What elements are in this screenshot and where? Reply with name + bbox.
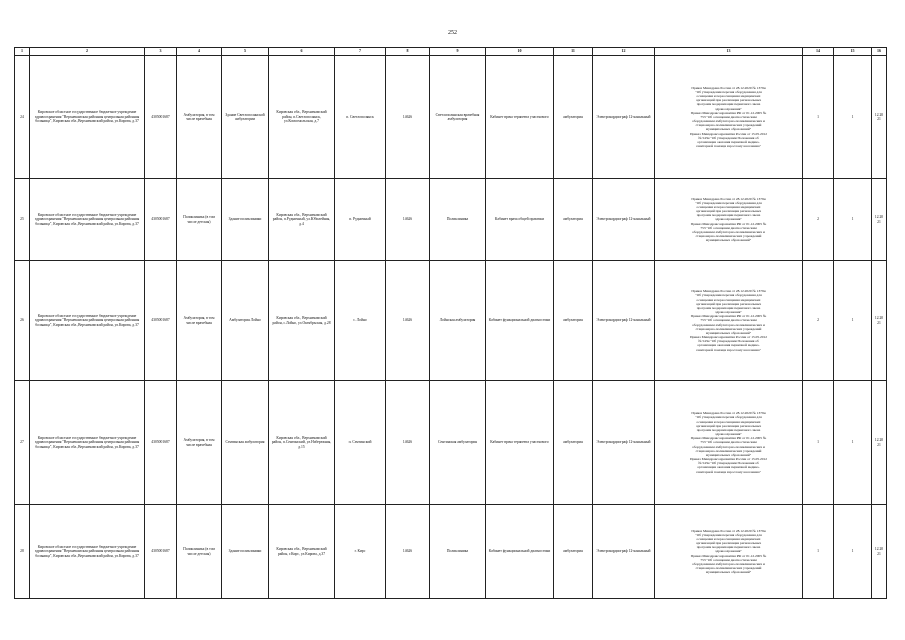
facility-cell: Сентинская амбулатория (430, 381, 486, 505)
order-line: "Об утверждении перечня оборудования для (695, 89, 762, 94)
row-number: 28 (15, 505, 30, 599)
column-number: 8 (386, 48, 430, 56)
organization-cell: Кировское областное государственное бюджетное учреждение здравоохранения "Верхнекамская районная центральная районная больница", Кировская обл.,Верхнекамский район, ул.Кирова, д.37 (30, 505, 145, 599)
quantity-purchase-cell: 1 (834, 261, 872, 381)
order-line: стационарно-поликлинических учреждений (695, 448, 762, 453)
order-line: программ модернизации первичного звена (696, 545, 761, 550)
subdivision-cell: Амбулатория, в том числе врачебная (177, 381, 222, 505)
column-number: 7 (335, 48, 386, 56)
building-cell: Здание поликлиники (222, 179, 269, 261)
column-number: 15 (834, 48, 872, 56)
address-cell: Кировская обл., Верхнекамский район, г.Кирс, ул.Кирова, д.37 (269, 505, 335, 599)
column-number: 4 (177, 48, 222, 56)
building-cell: Сентинская амбулатория (222, 381, 269, 505)
settlement-cell: с. Лойно (335, 261, 386, 381)
order-line: муниципальных образований" (705, 238, 752, 243)
order-line: Приказ Минздравсоцразвития РФ от 01.12.2005 № (690, 221, 767, 226)
page-number: 252 (448, 30, 457, 36)
quantity-needed-cell: 1 (803, 56, 834, 179)
order-line: № 543н "Об утверждении Положения об (698, 339, 759, 344)
facility-cell: Светлополянская врачебная амбулатория (430, 56, 486, 179)
column-number: 12 (593, 48, 655, 56)
order-line: здравоохранения" (715, 106, 742, 111)
order-line: муниципальных образований" (705, 452, 752, 457)
order-line: организаций при реализации региональных (695, 98, 762, 103)
cabinet-cell: Кабинет врача терапевта участкового (486, 381, 554, 505)
address-cell: Кировская обл., Верхнекамский район, п.Рудничный, ул.Юбилейная, д.4 (269, 179, 335, 261)
date-cell: 12.2021 (872, 261, 887, 381)
inn-cell: 4305001687 (145, 56, 177, 179)
subdivision-cell: Амбулатория, в том числе врачебная (177, 56, 222, 179)
department-cell: амбулатория (554, 179, 593, 261)
column-number: 11 (554, 48, 593, 56)
order-line: оснащения и переоснащения медицинских (696, 419, 761, 424)
equipment-cell: Электрокардиограф 12-канальный (593, 261, 655, 381)
cabinet-cell: Кабинет функциональной диагностики (486, 261, 554, 381)
inn-cell: 4305001687 (145, 381, 177, 505)
equipment-register-table (14, 47, 887, 599)
order-line: стационарно-поликлинических учреждений (695, 326, 762, 331)
organization-cell: Кировское областное государственное бюджетное учреждение здравоохранения "Верхнекамская районная центральная районная больница", Кировская обл.,Верхнекамский район, ул.Кирова, д.37 (30, 261, 145, 381)
settlement-cell: п. Рудничный (335, 179, 386, 261)
table-row (15, 261, 887, 381)
order-line: организации оказания первичной медико- (697, 465, 760, 470)
order-line: программ модернизации первичного звена (696, 102, 761, 107)
order-line: "Об утверждении перечня оборудования для (695, 293, 762, 298)
organization-cell: Кировское областное государственное бюджетное учреждение здравоохранения "Верхнекамская районная центральная районная больница", Кировская обл.,Верхнекамский район, ул.Кирова, д.37 (30, 56, 145, 179)
department-cell: амбулатория (554, 505, 593, 599)
column-number: 13 (655, 48, 803, 56)
order-line: санитарной помощи взрослому населению" (695, 144, 762, 149)
row-number: 24 (15, 56, 30, 179)
order-line: стационарно-поликлинических учреждений (695, 234, 762, 239)
order-line: организации оказания первичной медико- (697, 343, 760, 348)
order-line: Приказ Минздравсоцразвития России от 15.05.2012 (689, 335, 768, 340)
orders-cell (655, 56, 803, 179)
order-line: 753 "Об оснащении диагностическим (700, 557, 757, 562)
order-line: муниципальных образований" (705, 127, 752, 132)
equipment-cell: Электрокардиограф 12-канальный (593, 505, 655, 599)
date-cell: 12.2021 (872, 381, 887, 505)
column-numbers-row (15, 48, 887, 56)
settlement-cell: г. Кирс (335, 505, 386, 599)
quantity-purchase-cell: 1 (834, 381, 872, 505)
cabinet-cell: Кабинет врача терапевта участкового (486, 56, 554, 179)
order-line: организаций при реализации региональных (695, 541, 762, 546)
column-number: 6 (269, 48, 335, 56)
order-line: муниципальных образований" (705, 330, 752, 335)
order-line: программ модернизации первичного звена (696, 305, 761, 310)
order-line: санитарной помощи взрослому населению" (695, 347, 762, 352)
facility-cell: Лойнская амбулатория (430, 261, 486, 381)
order-line: организаций при реализации региональных (695, 423, 762, 428)
date-cell: 12.2021 (872, 56, 887, 179)
order-line: Приказ Минздрава России от 28.12.2020 № 1379н (691, 411, 766, 416)
order-line: № 543н "Об утверждении Положения об (698, 135, 759, 140)
order-line: Приказ Минздрава России от 28.12.2020 № 1379н (691, 196, 766, 201)
order-line: оборудованием амбулаторно-поликлинических и (692, 229, 765, 234)
table-row (15, 505, 887, 599)
date-cell: 12.2021 (872, 179, 887, 261)
settlement-cell: п. Светлополянск (335, 56, 386, 179)
facility-cell: Поликлиника (430, 505, 486, 599)
inn-cell: 4305001687 (145, 261, 177, 381)
order-line: "Об утверждении перечня оборудования для (695, 200, 762, 205)
subdivision-cell: Поликлиника (в том числе детская) (177, 179, 222, 261)
date-cell: 12.2021 (872, 505, 887, 599)
order-line: программ модернизации первичного звена (696, 213, 761, 218)
column-number: 9 (430, 48, 486, 56)
quantity-needed-cell: 2 (803, 179, 834, 261)
order-line: санитарной помощи взрослому населению" (695, 469, 762, 474)
order-line: муниципальных образований" (705, 570, 752, 575)
order-line: 753 "Об оснащении диагностическим (700, 225, 757, 230)
building-cell: Здание Светлополянской амбулатории (222, 56, 269, 179)
order-line: здравоохранения" (715, 549, 742, 554)
order-line: оснащения и переоснащения медицинских (696, 94, 761, 99)
order-line: оснащения и переоснащения медицинских (696, 204, 761, 209)
order-line: Приказ Минздравсоцразвития РФ от 01.12.2005 № (690, 110, 767, 115)
address-cell: Кировская обл., Верхнекамский район, п.Светлополянск, ул.Комсомольская, д.7 (269, 56, 335, 179)
order-line: 753 "Об оснащении диагностическим (700, 440, 757, 445)
department-cell: амбулатория (554, 56, 593, 179)
order-line: Приказ Минздравсоцразвития России от 15.05.2012 (689, 131, 768, 136)
order-line: "Об утверждении перечня оборудования для (695, 415, 762, 420)
column-number: 14 (803, 48, 834, 56)
inn-cell: 4305001687 (145, 179, 177, 261)
address-cell: Кировская обл., Верхнекамский район, с.Лойно, ул.Октябрьская, д.28 (269, 261, 335, 381)
facility-cell: Поликлиника (430, 179, 486, 261)
order-line: Приказ Минздрава России от 28.12.2020 № 1379н (691, 528, 766, 533)
order-line: оборудованием амбулаторно-поликлинических и (692, 119, 765, 124)
department-cell: амбулатория (554, 261, 593, 381)
population-cell: 14626 (386, 179, 430, 261)
order-line: организации оказания первичной медико- (697, 139, 760, 144)
order-line: Приказ Минздрава России от 28.12.2020 № 1379н (691, 289, 766, 294)
department-cell: амбулатория (554, 381, 593, 505)
equipment-cell: Электрокардиограф 12-канальный (593, 56, 655, 179)
table-row (15, 56, 887, 179)
quantity-needed-cell: 2 (803, 261, 834, 381)
quantity-needed-cell: 1 (803, 381, 834, 505)
organization-cell: Кировское областное государственное бюджетное учреждение здравоохранения "Верхнекамская районная центральная районная больница", Кировская обл.,Верхнекамский район, ул.Кирова, д.37 (30, 381, 145, 505)
order-line: организаций при реализации региональных (695, 301, 762, 306)
column-number: 10 (486, 48, 554, 56)
order-line: Приказ Минздравсоцразвития РФ от 01.12.2005 № (690, 553, 767, 558)
quantity-needed-cell: 1 (803, 505, 834, 599)
column-number: 16 (872, 48, 887, 56)
population-cell: 14626 (386, 381, 430, 505)
table-row (15, 381, 887, 505)
row-number: 26 (15, 261, 30, 381)
inn-cell: 4305001687 (145, 505, 177, 599)
order-line: здравоохранения" (715, 432, 742, 437)
order-line: оборудованием амбулаторно-поликлинических и (692, 322, 765, 327)
subdivision-cell: Поликлиника (в том числе детская) (177, 505, 222, 599)
order-line: стационарно-поликлинических учреждений (695, 123, 762, 128)
column-number: 3 (145, 48, 177, 56)
organization-cell: Кировское областное государственное бюджетное учреждение здравоохранения "Верхнекамская районная центральная районная больница", Кировская обл.,Верхнекамский район, ул.Кирова, д.37 (30, 179, 145, 261)
quantity-purchase-cell: 1 (834, 179, 872, 261)
row-number: 27 (15, 381, 30, 505)
quantity-purchase-cell: 1 (834, 56, 872, 179)
table-row (15, 179, 887, 261)
column-number: 5 (222, 48, 269, 56)
row-number: 25 (15, 179, 30, 261)
order-line: Приказ Минздравсоцразвития России от 15.05.2012 (689, 457, 768, 462)
orders-cell (655, 179, 803, 261)
building-cell: Здание поликлиники (222, 505, 269, 599)
order-line: оснащения и переоснащения медицинских (696, 536, 761, 541)
orders-cell (655, 261, 803, 381)
cabinet-cell: Кабинет врача общей практики (486, 179, 554, 261)
order-line: здравоохранения" (715, 217, 742, 222)
quantity-purchase-cell: 1 (834, 505, 872, 599)
population-cell: 14626 (386, 261, 430, 381)
equipment-cell: Электрокардиограф 12-канальный (593, 179, 655, 261)
order-line: 753 "Об оснащении диагностическим (700, 318, 757, 323)
order-line: Приказ Минздравсоцразвития РФ от 01.12.2005 № (690, 436, 767, 441)
equipment-cell: Электрокардиограф 12-канальный (593, 381, 655, 505)
order-line: "Об утверждении перечня оборудования для (695, 532, 762, 537)
column-number: 1 (15, 48, 30, 56)
cabinet-cell: Кабинет функциональной диагностики (486, 505, 554, 599)
population-cell: 14626 (386, 56, 430, 179)
order-line: программ модернизации первичного звена (696, 427, 761, 432)
order-line: оборудованием амбулаторно-поликлинических и (692, 561, 765, 566)
population-cell: 14626 (386, 505, 430, 599)
column-number: 2 (30, 48, 145, 56)
order-line: Приказ Минздрава России от 28.12.2020 № 1379н (691, 85, 766, 90)
order-line: оснащения и переоснащения медицинских (696, 297, 761, 302)
orders-cell (655, 381, 803, 505)
order-line: стационарно-поликлинических учреждений (695, 566, 762, 571)
orders-cell (655, 505, 803, 599)
order-line: 753 "Об оснащении диагностическим (700, 114, 757, 119)
address-cell: Кировская обл., Верхнекамский район, п.Сентинский, ул.Набережная, д.15 (269, 381, 335, 505)
order-line: оборудованием амбулаторно-поликлинических и (692, 444, 765, 449)
order-line: № 543н "Об утверждении Положения об (698, 461, 759, 466)
building-cell: Амбулатория Лойно (222, 261, 269, 381)
settlement-cell: п. Сентинский (335, 381, 386, 505)
subdivision-cell: Амбулатория, в том числе врачебная (177, 261, 222, 381)
order-line: здравоохранения" (715, 310, 742, 315)
order-line: организаций при реализации региональных (695, 209, 762, 214)
order-line: Приказ Минздравсоцразвития РФ от 01.12.2005 № (690, 314, 767, 319)
